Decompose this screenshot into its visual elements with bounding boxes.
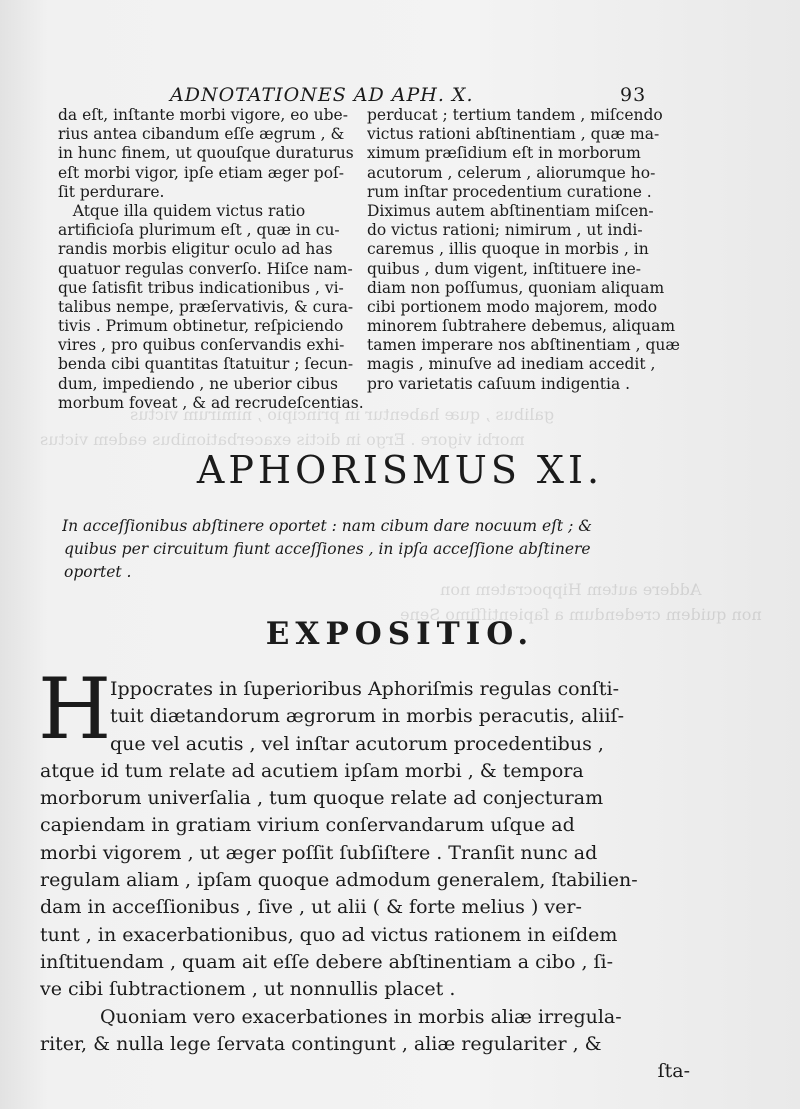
show-through-text: galibus , quæ habentur in principio , nimirum victus — [130, 405, 555, 424]
text-line: benda cibi quantitas ſtatuitur ; ſecun- — [58, 355, 354, 374]
text-line: pro varietatis caſuum indigentia . — [367, 374, 631, 393]
text-line: rius antea cibandum eſſe ægrum , & — [58, 125, 345, 144]
show-through-text: morbi vigore . Ergo in dictis exacerbationibus eadem victus — [40, 430, 525, 449]
text-line: eſt morbi vigor, ipſe etiam æger poſ- — [58, 163, 345, 182]
left-column — [58, 106, 376, 413]
text-line: magis , minuſve ad inediam accedit , — [367, 355, 656, 374]
text-line: Ippocrates in ſuperioribus Aphoriſmis regulas conſti- — [110, 678, 620, 700]
page-number: 93 — [620, 84, 647, 106]
text-line: dam in acceſſionibus , ſive , ut alii ( & forte melius ) ver- — [40, 896, 582, 919]
aphorism-text — [62, 515, 702, 584]
text-line: minorem ſubtrahere debemus, aliquam — [367, 317, 676, 336]
text-line: do victus rationi; nimirum , ut indi- — [367, 221, 643, 240]
text-line: artificioſa plurimum eſt , quæ in cu- — [58, 221, 340, 240]
expositio-title: EXPOSITIO. — [265, 616, 535, 652]
catchword: ſta- — [657, 1060, 690, 1083]
text-line: ve cibi ſubtractionem , ut nonnullis placet . — [40, 978, 456, 1001]
text-line: capiendam in gratiam virium conſervandarum uſque ad — [40, 814, 575, 837]
text-line: vires , pro quibus conſervandis exhi- — [58, 336, 345, 355]
text-line: diam non poſſumus, quoniam aliquam — [367, 278, 665, 297]
show-through-text: non quidem credendum a ſapientiſſimo Sene — [400, 605, 762, 624]
text-line: tamen imperare nos abſtinentiam , quæ — [367, 336, 680, 355]
text-line: morborum univerſalia , tum quoque relate ad conjecturam — [40, 787, 604, 810]
text-line: oportet . — [64, 563, 132, 581]
section-title: APHORISMUS XI. — [196, 448, 604, 492]
running-header — [170, 84, 670, 106]
text-line: Quoniam vero exacerbationes in morbis aliæ irregula- — [100, 1005, 622, 1028]
text-line: que ſatisfit tribus indicationibus , vi- — [58, 278, 344, 297]
text-line: que vel acutis , vel inſtar acutorum procedentibus , — [110, 732, 604, 755]
text-line: randis morbis eligitur oculo ad has — [58, 240, 333, 259]
text-line: inſtituendam , quam ait eſſe debere abſtinentiam a cibo , ſi- — [40, 950, 614, 973]
text-line: in hunc finem, ut quouſque duraturus — [58, 144, 354, 163]
text-line: ximum præſidium eſt in morborum — [367, 144, 641, 163]
text-line: caremus , illis quoque in morbis , in — [367, 240, 649, 259]
text-line: quatuor regulas converſo. Hiſce nam- — [58, 259, 353, 278]
text-line: atque id tum relate ad acutiem ipſam morbi , & tempora — [40, 759, 584, 782]
right-column — [367, 106, 692, 394]
text-line: Atque illa quidem victus ratio — [58, 201, 306, 220]
text-line: morbi vigorem , ut æger poſſit ſubſiſtere . Tranſit nunc ad — [40, 841, 598, 864]
text-line: quibus per circuitum fiunt acceſſiones , in ipſa acceſſione abſtinere — [64, 540, 591, 558]
text-line: cibi portionem modo majorem, modo — [367, 297, 658, 316]
text-line: tuit diætandorum ægrorum in morbis peracutis, aliiſ- — [110, 705, 624, 728]
text-line: Diximus autem abſtinentiam miſcen- — [367, 201, 654, 220]
text-line: victus rationi abſtinentiam , quæ ma- — [367, 125, 660, 144]
text-line: morbum foveat , & ad recrudeſcentias. — [58, 393, 364, 412]
text-line: tivis . Primum obtinetur, reſpiciendo — [58, 317, 344, 336]
text-line: talibus nempe, præſervativis, & cura- — [58, 297, 354, 316]
text-line: perducat ; tertium tandem , miſcendo — [367, 106, 663, 124]
text-line: rum inſtar procedentium curatione . — [367, 182, 652, 201]
body-text — [40, 676, 700, 1085]
drop-cap: H — [38, 660, 112, 758]
text-line: ſit perdurare. — [58, 182, 165, 201]
text-line: riter, & nulla lege ſervata contingunt , aliæ regulariter , & — [40, 1032, 602, 1055]
text-line: regulam aliam , ipſam quoque admodum generalem, ſtabilien- — [40, 869, 638, 892]
running-title: ADNOTATIONES AD APH. X. — [170, 84, 474, 106]
text-line: dum, impediendo , ne uberior cibus — [58, 374, 338, 393]
text-line: tunt , in exacerbationibus, quo ad victus rationem in eiſdem — [40, 923, 618, 946]
show-through-text: Addere autem Hippocratem non — [440, 580, 702, 599]
text-line: da eſt, inſtante morbi vigore, eo ube- — [58, 106, 348, 124]
text-line: In acceſſionibus abſtinere oportet : nam cibum dare nocuum eſt ; & — [62, 517, 593, 535]
text-line: quibus , dum vigent, inſtituere ine- — [367, 259, 642, 278]
text-line: acutorum , celerum , aliorumque ho- — [367, 163, 656, 182]
